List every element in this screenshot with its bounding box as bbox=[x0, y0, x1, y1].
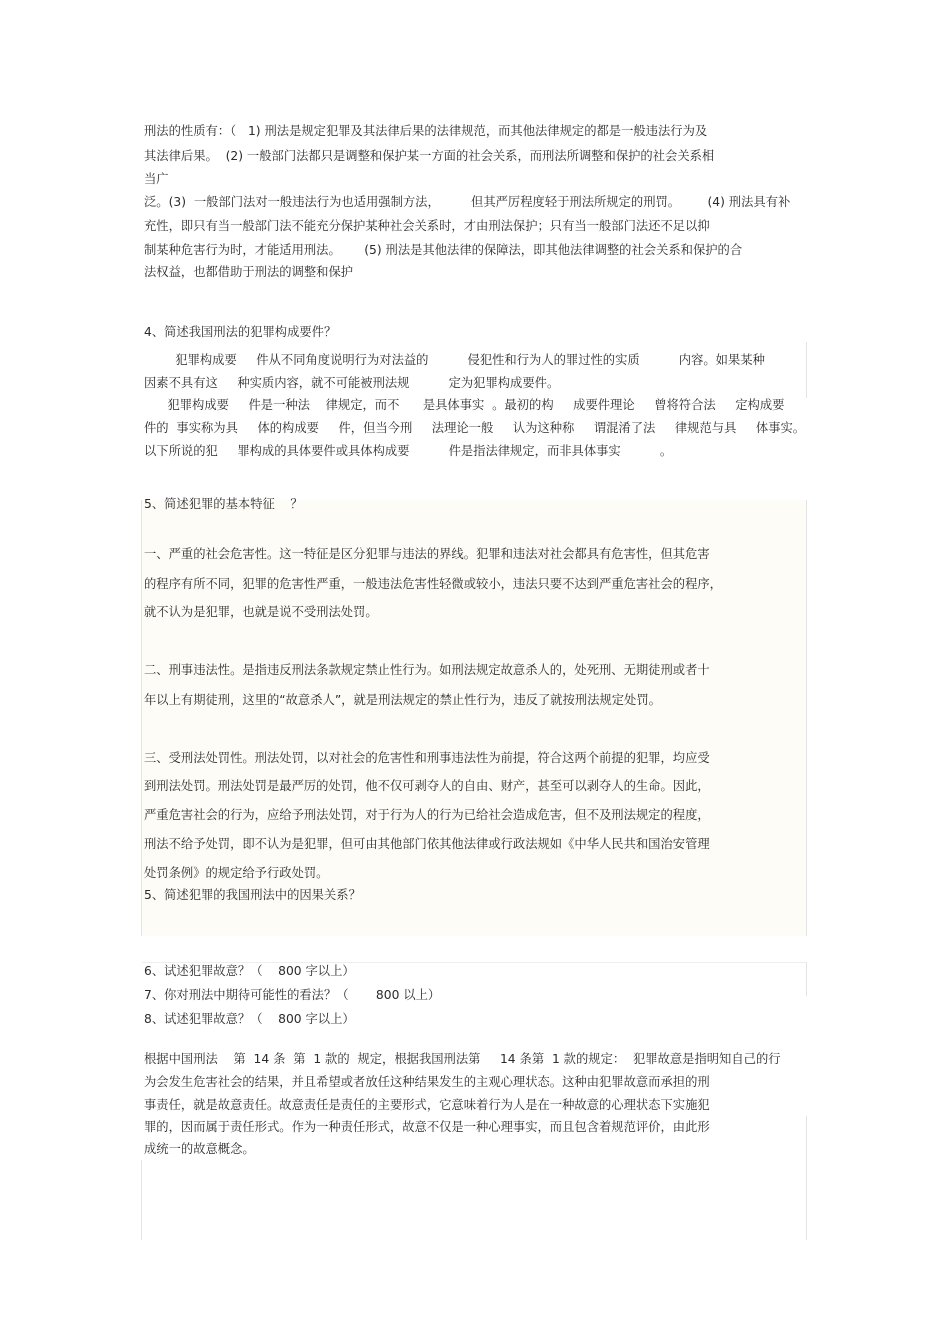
text-line: 成统一的故意概念。 bbox=[144, 1142, 255, 1156]
text-line: 二、刑事违法性。是指违反刑法条款规定禁止性行为。如刑法规定故意杀人的，处死刑、无期徒刑或者十 bbox=[144, 663, 710, 677]
question-heading: 6、试述犯罪故意？（ 800 字以上） bbox=[144, 964, 355, 978]
box-border bbox=[806, 1116, 807, 1240]
text-line: 根据中国刑法 第 14 条 第 1 款的 规定，根据我国刑法第 14 条第 1 款的规定： 犯罪故意是指明知自己的行 bbox=[144, 1052, 781, 1066]
text-line: 刑法的性质有：（ 1) 刑法是规定犯罪及其法律后果的法律规范，而其他法律规定的都是一般违法行为及 bbox=[144, 124, 708, 138]
text-line: 的程序有所不同，犯罪的危害性严重，一般违法危害性轻微或较小，违法只要不达到严重危害社会的程序， bbox=[144, 577, 722, 591]
box-border bbox=[806, 500, 807, 936]
text-line: 事责任，就是故意责任。故意责任是责任的主要形式，它意味着行为人是在一种故意的心理状态下实施犯 bbox=[144, 1098, 710, 1112]
text-line: 为会发生危害社会的结果，并且希望或者放任这种结果发生的主观心理状态。这种由犯罪故意而承担的刑 bbox=[144, 1075, 710, 1089]
text-line: 件的 事实称为具 体的构成要 件，但当今刑 法理论一般 认为这种称 谓混淆了法 律规范与具 体事实。 bbox=[144, 421, 806, 435]
question-heading: 4、简述我国刑法的犯罪构成要件？ bbox=[144, 325, 337, 339]
question-heading: 7、你对刑法中期待可能性的看法？（ 800 以上） bbox=[144, 988, 441, 1002]
question-heading: 5、简述犯罪的基本特征 ？ bbox=[144, 497, 303, 511]
text-line: 制某种危害行为时，才能适用刑法。 (5) 刑法是其他法律的保障法，即其他法律调整的社会关系和保护的合 bbox=[144, 243, 743, 257]
box-border bbox=[806, 342, 807, 398]
text-line: 法权益，也都借助于刑法的调整和保护 bbox=[144, 265, 354, 279]
box-border bbox=[141, 1160, 142, 1240]
text-line: 一、严重的社会危害性。这一特征是区分犯罪与违法的界线。犯罪和违法对社会都具有危害性，但其危害 bbox=[144, 547, 710, 561]
box-border bbox=[141, 500, 142, 936]
text-line: 到刑法处罚。刑法处罚是最严厉的处罚，他不仅可剥夺人的自由、财产，甚至可以剥夺人的生命。因此， bbox=[144, 779, 710, 793]
text-line: 泛。(3) 一般部门法对一般违法行为也适用强制方法， 但其严厉程度轻于刑法所规定的刑罚。 (4) 刑法具有补 bbox=[144, 195, 791, 209]
text-line: 罪的，因而属于责任形式。作为一种责任形式，故意不仅是一种心理事实，而且包含着规范评价，由此形 bbox=[144, 1120, 710, 1134]
text-line: 三、受刑法处罚性。刑法处罚，以对社会的危害性和刑事违法性为前提，符合这两个前提的犯罪，均应受 bbox=[144, 751, 710, 765]
text-line: 当广 bbox=[144, 172, 169, 186]
question-heading: 5、简述犯罪的我国刑法中的因果关系？ bbox=[144, 888, 361, 902]
text-line: 以下所说的犯 罪构成的具体要件或具体构成要 件是指法律规定，而非具体事实 。 bbox=[144, 444, 673, 458]
question-heading: 8、试述犯罪故意？（ 800 字以上） bbox=[144, 1012, 355, 1026]
text-line: 因素不具有这 种实质内容，就不可能被刑法规 定为犯罪构成要件。 bbox=[144, 376, 560, 390]
text-line: 严重危害社会的行为，应给予刑法处罚，对于行为人的行为已给社会造成危害，但不及刑法规定的程度， bbox=[144, 808, 710, 822]
text-line: 刑法不给予处罚，即不认为是犯罪，但可由其他部门依其他法律或行政法规如《中华人民共和国治安管理 bbox=[144, 837, 710, 851]
text-line: 年以上有期徒刑，这里的“故意杀人”，就是刑法规定的禁止性行为，违反了就按刑法规定处罚。 bbox=[144, 693, 661, 707]
box-border bbox=[806, 962, 807, 996]
text-line: 犯罪构成要 件是一种法 律规定，而不 是具体事实 。最初的构 成要件理论 曾将符合法 定构成要 bbox=[144, 398, 785, 412]
text-line: 其法律后果。 (2) 一般部门法都只是调整和保护某一方面的社会关系，而刑法所调整和保护的社会关系相 bbox=[144, 149, 715, 163]
text-line: 处罚条例》的规定给予行政处罚。 bbox=[144, 866, 329, 880]
text-line: 犯罪构成要 件从不同角度说明行为对法益的 侵犯性和行为人的罪过性的实质 内容。如果某种 bbox=[144, 353, 765, 367]
text-line: 就不认为是犯罪，也就是说不受刑法处罚。 bbox=[144, 605, 378, 619]
text-line: 充性，即只有当一般部门法不能充分保护某种社会关系时，才由刑法保护；只有当一般部门法还不足以抑 bbox=[144, 219, 710, 233]
